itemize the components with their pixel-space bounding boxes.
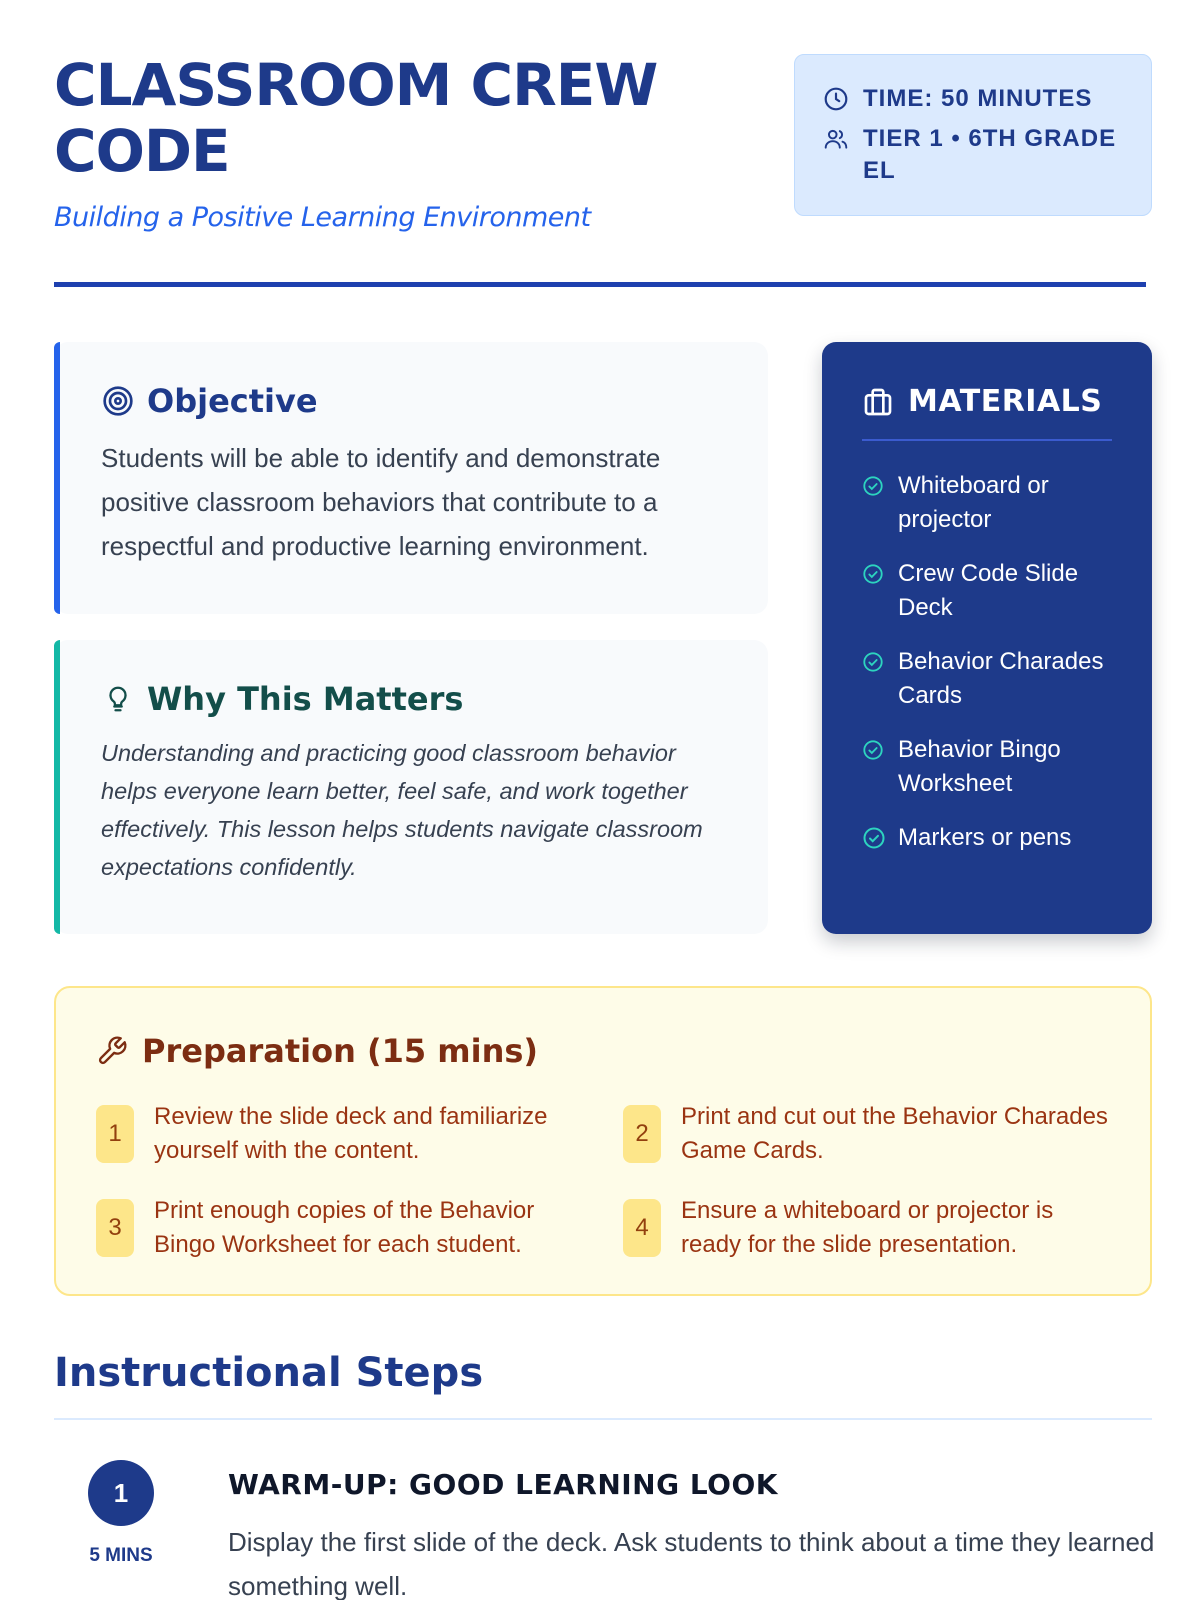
- why-card: [54, 640, 768, 934]
- preparation-item: [96, 1100, 583, 1168]
- preparation-number: 4: [623, 1199, 661, 1257]
- check-circle-icon: [862, 557, 886, 591]
- page-title: CLASSROOM CREW CODE: [54, 51, 658, 185]
- objective-header: [101, 382, 728, 420]
- material-label: Behavior Charades Cards: [898, 648, 1104, 709]
- header-divider: [54, 282, 1146, 287]
- users-icon: [823, 123, 851, 155]
- steps-title: Instructional Steps: [54, 1350, 484, 1396]
- steps-divider: [54, 1418, 1152, 1420]
- audience-label: TIER 1 • 6TH GRADE EL: [863, 125, 1117, 184]
- check-circle-icon: [862, 469, 886, 503]
- preparation-number: 2: [623, 1105, 661, 1163]
- preparation-item: [623, 1194, 1110, 1262]
- page-subtitle: Building a Positive Learning Environment: [54, 202, 591, 233]
- material-item: [862, 733, 1112, 801]
- materials-title: MATERIALS: [908, 384, 1103, 419]
- time-label: TIME: 50 MINUTES: [863, 85, 1093, 112]
- target-icon: [101, 384, 135, 418]
- preparation-item: [623, 1100, 1110, 1168]
- step-title: WARM-UP: GOOD LEARNING LOOK: [228, 1468, 778, 1501]
- preparation-text: Ensure a whiteboard or projector is ready for the slide presentation.: [681, 1197, 1054, 1258]
- preparation-text: Print enough copies of the Behavior Bingo Worksheet for each student.: [154, 1197, 535, 1258]
- material-label: Behavior Bingo Worksheet: [898, 736, 1061, 797]
- materials-panel: [822, 342, 1152, 934]
- preparation-list: [96, 1100, 1110, 1262]
- why-title: Why This Matters: [147, 680, 464, 718]
- material-item: [862, 645, 1112, 713]
- check-circle-icon: [862, 821, 886, 855]
- why-text: Understanding and practicing good classroom behavior helps everyone learn better, feel safe, and work together effectively. This lesson helps students navigate classroom expectations confidently.: [101, 740, 703, 880]
- lesson-meta-box: [794, 54, 1152, 216]
- materials-list: [862, 469, 1112, 855]
- preparation-item: [96, 1194, 583, 1262]
- material-label: Markers or pens: [898, 824, 1072, 851]
- material-label: Whiteboard or projector: [898, 472, 1049, 533]
- briefcase-icon: [862, 385, 896, 419]
- material-item: [862, 821, 1112, 855]
- time-row: [823, 83, 1125, 115]
- material-item: [862, 469, 1112, 537]
- preparation-title: Preparation (15 mins): [142, 1032, 539, 1070]
- materials-header: [862, 384, 1112, 441]
- lesson-header: [54, 52, 1146, 292]
- preparation-number: 3: [96, 1199, 134, 1257]
- lightbulb-icon: [101, 682, 135, 716]
- clock-icon: [823, 83, 851, 115]
- audience-row: [823, 123, 1125, 187]
- preparation-number: 1: [96, 1105, 134, 1163]
- step-number-badge: 1: [88, 1460, 154, 1526]
- why-header: [101, 680, 728, 718]
- preparation-header: [96, 1032, 1110, 1070]
- preparation-card: [54, 986, 1152, 1296]
- objective-card: [54, 342, 768, 614]
- preparation-text: Review the slide deck and familiarize yourself with the content.: [154, 1103, 548, 1164]
- wrench-icon: [96, 1034, 130, 1068]
- objective-title: Objective: [147, 382, 318, 420]
- step-text: Display the first slide of the deck. Ask students to think about a time they learned something well.: [228, 1527, 1155, 1600]
- check-circle-icon: [862, 645, 886, 679]
- material-label: Crew Code Slide Deck: [898, 560, 1079, 621]
- preparation-text: Print and cut out the Behavior Charades Game Cards.: [681, 1103, 1108, 1164]
- check-circle-icon: [862, 733, 886, 767]
- material-item: [862, 557, 1112, 625]
- step-duration: 5 MINS: [89, 1545, 153, 1566]
- objective-text: Students will be able to identify and demonstrate positive classroom behaviors that contribute to a respectful and productive learning environment.: [101, 443, 661, 561]
